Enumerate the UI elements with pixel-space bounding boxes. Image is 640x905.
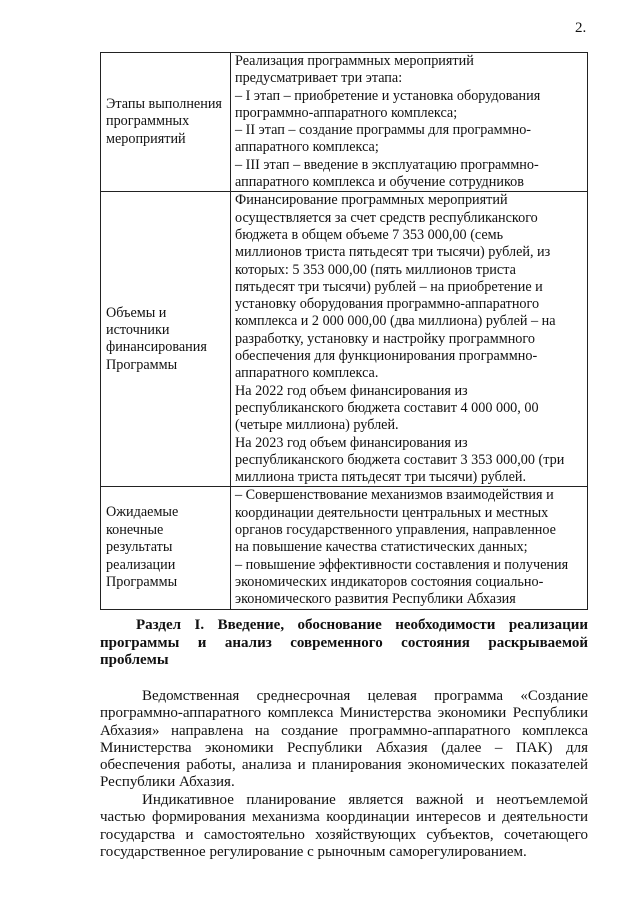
content-line: установку оборудования программно-аппаратного <box>235 296 540 313</box>
section-heading-line: проблемы <box>100 652 169 668</box>
content-line: осуществляется за счет средств республиканского <box>235 209 538 226</box>
content-line: миллиона триста пятьдесят три тысячи) рублей. <box>235 469 527 486</box>
label-line: источники <box>106 321 170 338</box>
label-line: реализации <box>106 556 176 573</box>
label-line: финансирования <box>106 339 207 356</box>
row-label-results <box>101 487 231 609</box>
content-line: Финансирование программных мероприятий <box>235 192 508 209</box>
content-line: На 2022 год объем финансирования из <box>235 382 468 399</box>
content-line: На 2023 год объем финансирования из <box>235 434 468 451</box>
table-row-results <box>101 487 588 609</box>
section-heading-line: программы и анализ современного состояния раскрываемой <box>100 634 588 651</box>
content-line: экономических индикаторов состояния социально- <box>235 573 544 590</box>
label-line: Ожидаемые <box>106 504 179 521</box>
paragraph-line: Индикативное планирование является важной и неотъемлемой <box>142 792 588 808</box>
label-line: Этапы выполнения <box>106 96 222 113</box>
content-line: которых: 5 353 000,00 (пять миллионов триста <box>235 261 516 278</box>
table-row-stages <box>101 53 588 192</box>
paragraph-line: Республики Абхазия. <box>100 774 235 791</box>
content-line: на повышение качества статистических данных; <box>235 539 528 556</box>
content-line: (четыре миллиона) рублей. <box>235 417 399 434</box>
section-heading <box>100 617 588 670</box>
paragraph-line: государственное регулирование с рыночным саморегулированием. <box>100 843 527 860</box>
page-number: 2. <box>575 20 587 36</box>
table-row-financing <box>101 192 588 487</box>
content-line: – II этап – создание программы для программно- <box>235 122 532 139</box>
section-heading-line: Раздел I. Введение, обоснование необходимости реализации <box>136 617 588 633</box>
content-line: координации деятельности центральных и местных <box>235 504 549 521</box>
content-line: – III этап – введение в эксплуатацию программно- <box>235 156 539 173</box>
content-line: республиканского бюджета составит 4 000 000, 00 <box>235 399 539 416</box>
content-line: органов государственного управления, направленное <box>235 522 556 539</box>
content-line: обеспечения для функционирования программно- <box>235 348 538 365</box>
paragraph-intro <box>100 688 588 792</box>
label-line: результаты <box>106 539 173 556</box>
content-line: программно-аппаратного комплекса; <box>235 104 458 121</box>
paragraph-line: Министерства экономики Республики Абхазия (далее – ПАК) для <box>100 739 588 756</box>
content-line: бюджета в общем объеме 7 353 000,00 (семь <box>235 226 504 243</box>
content-line: – I этап – приобретение и установка оборудования <box>235 87 541 104</box>
label-line: конечные <box>106 521 164 538</box>
paragraph-line: государства и самостоятельно хозяйствующих субъектов, сочетающего <box>100 826 588 843</box>
row-content-stages <box>231 53 588 192</box>
paragraph-line: частью формирования механизма координации интересов и деятельности <box>100 809 588 826</box>
content-line: комплекса и 2 000 000,00 (два миллиона) рублей – на <box>235 313 556 330</box>
row-content-results <box>231 487 588 609</box>
content-line: предусматривает три этапа: <box>235 70 403 87</box>
content-line: миллионов триста пятьдесят три тысячи) рублей, из <box>235 244 551 261</box>
row-label-financing <box>101 192 231 487</box>
paragraph-line: Абхазия» направлена на создание программно-аппаратного комплекса <box>100 722 588 739</box>
program-passport-table <box>100 52 588 610</box>
paragraph-planning <box>100 792 588 861</box>
label-line: программных <box>106 113 190 130</box>
label-line: мероприятий <box>106 130 186 147</box>
row-content-financing <box>231 192 588 487</box>
content-line: аппаратного комплекса; <box>235 139 379 156</box>
paragraph-line: Ведомственная среднесрочная целевая программа «Создание <box>142 688 588 704</box>
content-line: аппаратного комплекса. <box>235 365 379 382</box>
content-line: Реализация программных мероприятий <box>235 53 474 69</box>
label-line: Программы <box>106 356 178 373</box>
content-line: пятьдесят три тысячи) рублей – на приобретение и <box>235 278 543 295</box>
content-line: разработку, установку и настройку программного <box>235 330 535 347</box>
label-line: Объемы и <box>106 304 167 321</box>
label-line: Программы <box>106 574 178 591</box>
content-line: – повышение эффективности составления и получения <box>235 556 569 573</box>
content-line: экономического развития Республики Абхазия <box>235 591 516 608</box>
content-line: республиканского бюджета составит 3 353 000,00 (три <box>235 451 565 468</box>
content-line: аппаратного комплекса и обучение сотрудников <box>235 174 524 191</box>
content-line: – Совершенствование механизмов взаимодействия и <box>235 487 554 504</box>
row-label-stages <box>101 53 231 192</box>
paragraph-line: программно-аппаратного комплекса Министерства экономики Республики <box>100 705 588 722</box>
paragraph-line: обеспечения работы, анализа и планирования экономических показателей <box>100 757 588 774</box>
